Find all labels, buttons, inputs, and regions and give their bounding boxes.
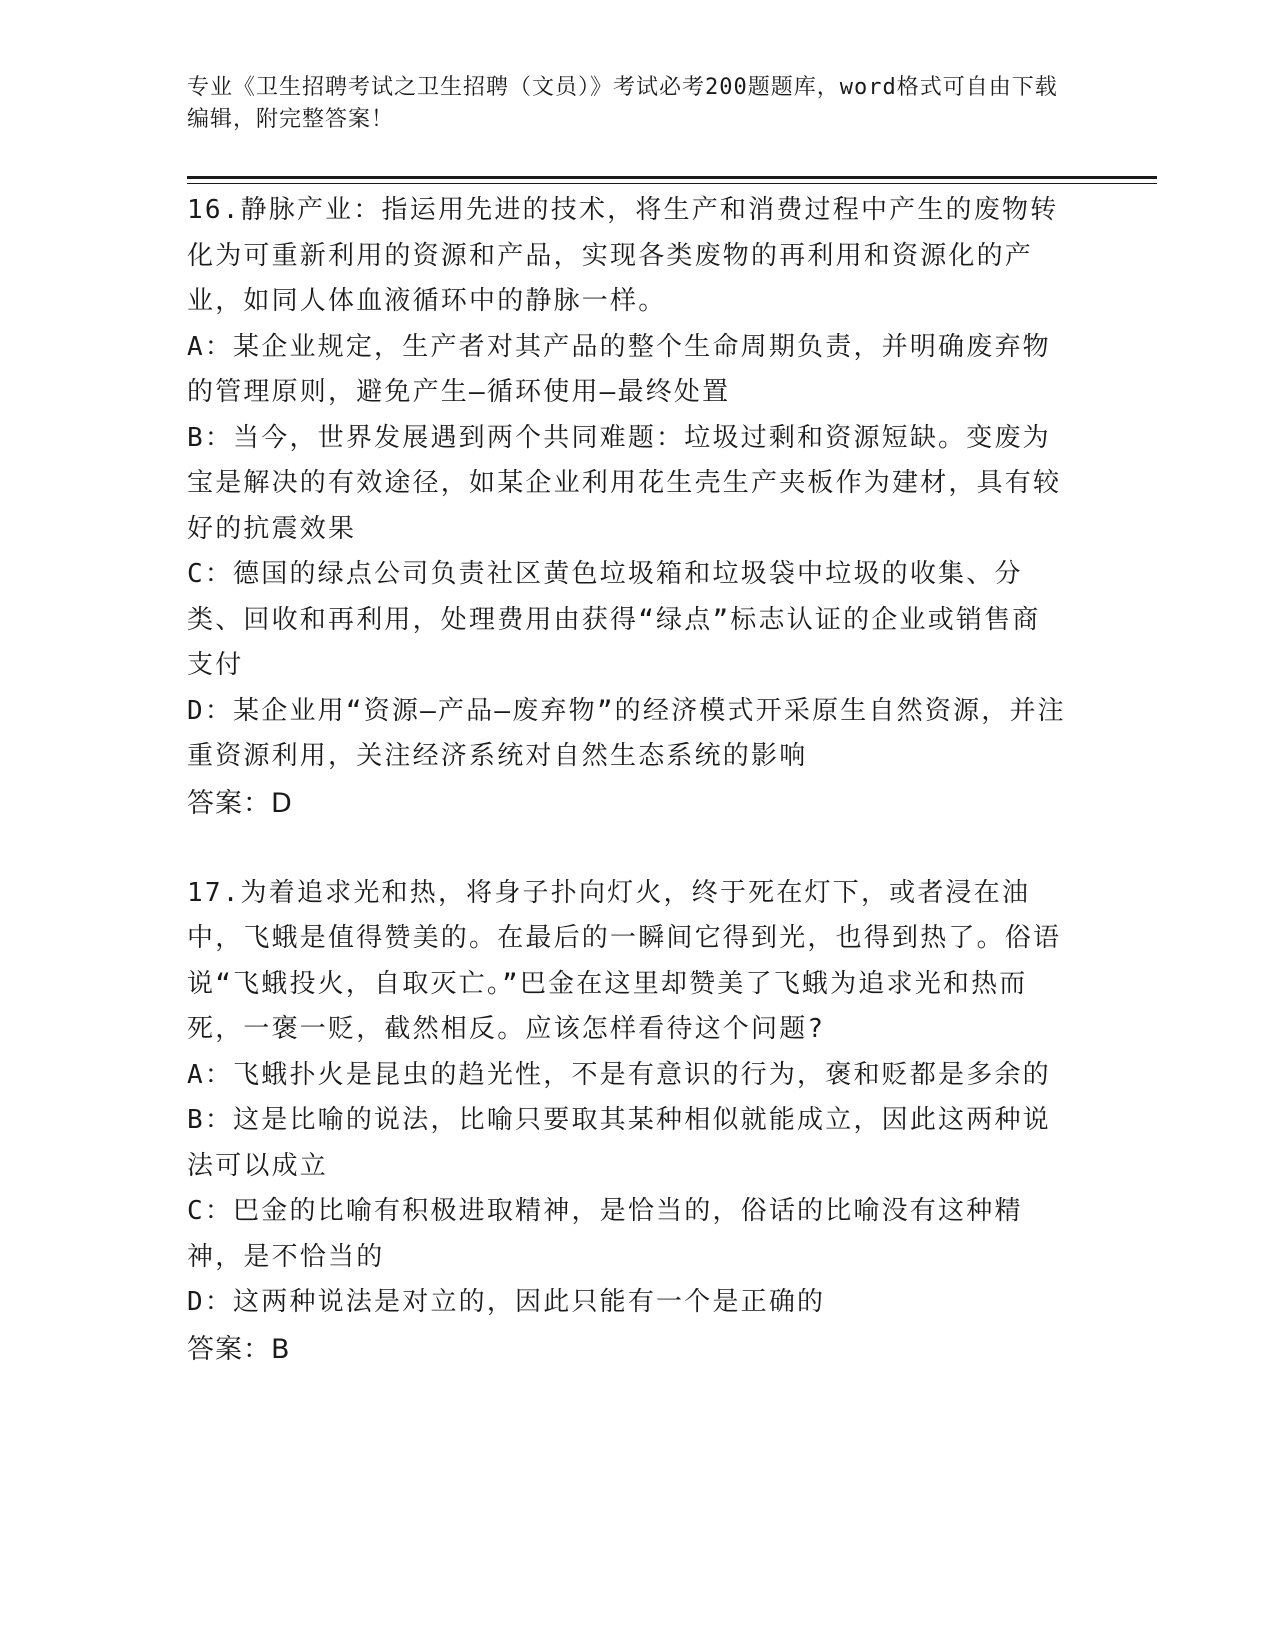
option-b: B：这是比喻的说法，比喻只要取其某种相似就能成立，因此这两种说法可以成立 [187, 1105, 1051, 1181]
question-list [187, 188, 1067, 1373]
question-spacer [187, 827, 1067, 871]
question-16 [187, 188, 1067, 827]
option-d: D：这两种说法是对立的，因此只能有一个是正确的 [187, 1287, 826, 1317]
option-c: C：德国的绿点公司负责社区黄色垃圾箱和垃圾袋中垃圾的收集、分类、回收和再利用，处理费用由获得“绿点”标志认证的企业或销售商支付 [187, 559, 1041, 680]
option-a: A：飞蛾扑火是昆虫的趋光性，不是有意识的行为，褒和贬都是多余的 [187, 1059, 1051, 1090]
page-header: 专业《卫生招聘考试之卫生招聘（文员）》考试必考200题题库，word格式可自由下载编辑，附完整答案！ [187, 75, 1058, 132]
question-17 [187, 871, 1067, 1373]
answer-label: 答案：D [187, 787, 293, 819]
header-divider-thin [187, 183, 1157, 184]
question-stem: 16.静脉产业：指运用先进的技术，将生产和消费过程中产生的废物转化为可重新利用的资源和产品，实现各类废物的再利用和资源化的产业，如同人体血液循环中的静脉一样。 [187, 195, 1059, 316]
option-d: D：某企业用“资源—产品—废弃物”的经济模式开采原生自然资源，并注重资源利用，关注经济系统对自然生态系统的影响 [187, 695, 1066, 771]
option-c: C：巴金的比喻有积极进取精神，是恰当的，俗话的比喻没有这种精神，是不恰当的 [187, 1196, 1023, 1272]
question-stem: 17.为着追求光和热，将身子扑向灯火，终于死在灯下，或者浸在油中，飞蛾是值得赞美的。在最后的一瞬间它得到光，也得到热了。俗语说“飞蛾投火，自取灭亡。”巴金在这里却赞美了飞蛾为追求光和热而死，一褒一贬，截然相反。应该怎样看待这个问题? [187, 877, 1062, 1044]
option-b: B：当今，世界发展遇到两个共同难题：垃圾过剩和资源短缺。变废为宝是解决的有效途径，如某企业利用花生壳生产夹板作为建材，具有较好的抗震效果 [187, 422, 1062, 544]
header-divider-thick [187, 176, 1157, 179]
option-a: A：某企业规定，生产者对其产品的整个生命周期负责，并明确废弃物的管理原则，避免产生—循环使用—最终处置 [187, 331, 1051, 407]
answer-label: 答案：B [187, 1333, 291, 1365]
